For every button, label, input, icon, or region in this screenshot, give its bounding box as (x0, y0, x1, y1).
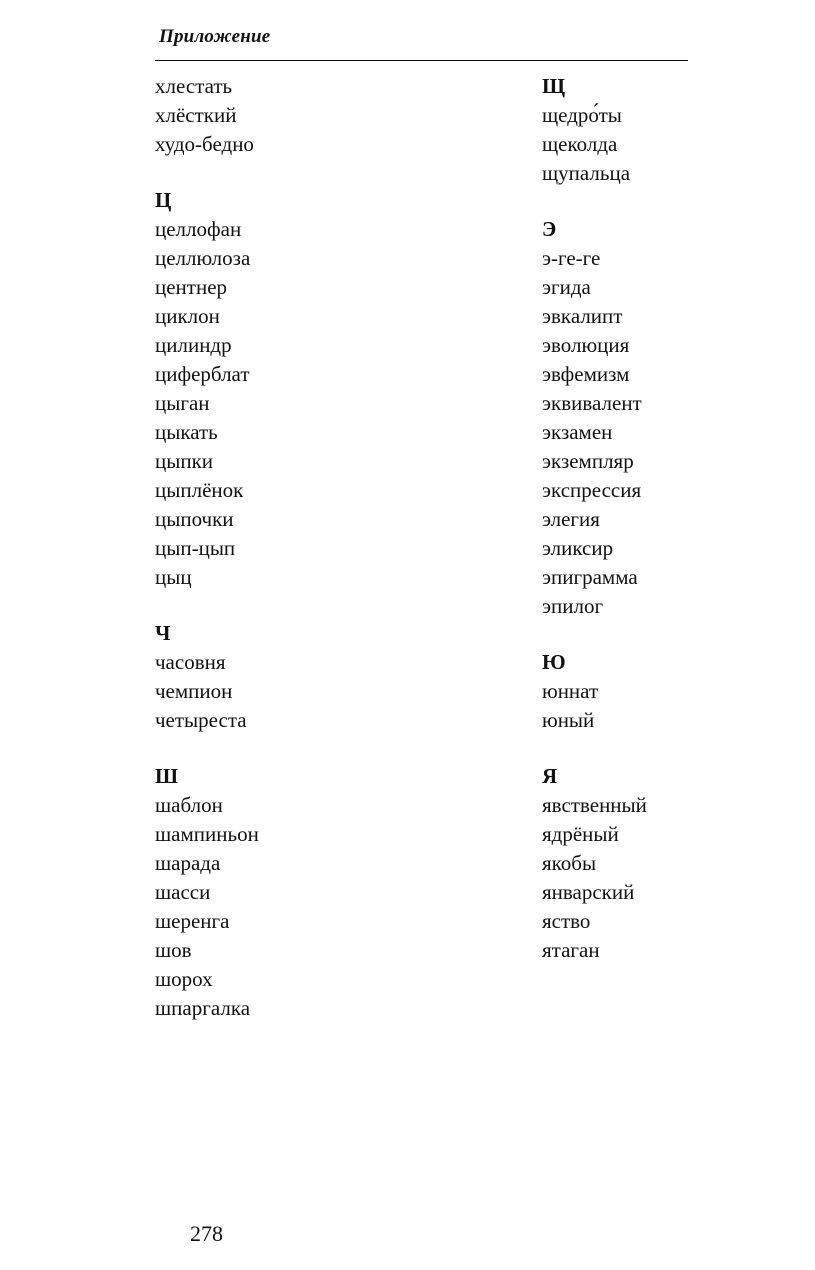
word-entry: эпилог (542, 594, 604, 618)
running-head: Приложение (159, 26, 271, 47)
section-letter: Щ (542, 74, 566, 98)
word-entry: центнер (155, 275, 228, 299)
word-entry: эвкалипт (542, 304, 623, 328)
word-entry: ятаган (542, 938, 600, 962)
word-entry: цыпочки (155, 507, 234, 531)
letter-section (155, 762, 259, 1023)
letter-section (542, 215, 647, 621)
word-entry: шеренга (155, 909, 230, 933)
word-entry: шарада (155, 851, 221, 875)
letter-section (155, 186, 259, 592)
word-entry: щупальца (542, 161, 631, 185)
header-rule (155, 60, 688, 61)
word-entry: целлюлоза (155, 246, 251, 270)
section-letter: Ю (542, 650, 566, 674)
word-entry: цыплёнок (155, 478, 244, 502)
word-entry: экземпляр (542, 449, 634, 473)
word-entry: шампиньон (155, 822, 259, 846)
word-entry: щедро́ты (542, 103, 622, 127)
word-entry: часовня (155, 650, 226, 674)
word-entry: цилиндр (155, 333, 232, 357)
word-entry: шов (155, 938, 192, 962)
word-entry: э-ге-ге (542, 246, 601, 270)
word-entry: цып-цып (155, 536, 236, 560)
word-entry: шасси (155, 880, 211, 904)
word-entry: цыпки (155, 449, 214, 473)
word-entry: целлофан (155, 217, 242, 241)
word-entry: худо-бедно (155, 132, 254, 156)
word-entry: цыган (155, 391, 210, 415)
page-number: 278 (190, 1221, 223, 1246)
word-entry: эликсир (542, 536, 614, 560)
word-entry: эквивалент (542, 391, 642, 415)
word-entry: элегия (542, 507, 600, 531)
word-entry: юный (542, 708, 595, 732)
letter-section (542, 648, 647, 735)
left-column (155, 72, 259, 1050)
section-letter: Ц (155, 188, 172, 212)
word-entry: шпаргалка (155, 996, 251, 1020)
word-entry: якобы (542, 851, 597, 875)
right-column (542, 72, 647, 992)
word-entry: хлёсткий (155, 103, 237, 127)
letter-section (155, 72, 259, 159)
word-entry: экзамен (542, 420, 613, 444)
section-letter: Я (542, 764, 558, 788)
word-entry: ядрёный (542, 822, 619, 846)
word-entry: яство (542, 909, 591, 933)
word-entry: явственный (542, 793, 647, 817)
word-entry: эволюция (542, 333, 630, 357)
word-entry: щеколда (542, 132, 618, 156)
word-entry: цыкать (155, 420, 218, 444)
letter-section (542, 72, 647, 188)
section-letter: Э (542, 217, 557, 241)
section-letter: Ч (155, 621, 171, 645)
word-entry: цыц (155, 565, 192, 589)
word-entry: циклон (155, 304, 220, 328)
word-entry: эвфемизм (542, 362, 630, 386)
section-letter: Ш (155, 764, 179, 788)
word-entry: шорох (155, 967, 213, 991)
word-entry: эпиграмма (542, 565, 638, 589)
word-entry: экспрессия (542, 478, 642, 502)
word-entry: циферблат (155, 362, 250, 386)
word-entry: чемпион (155, 679, 233, 703)
word-entry: шаблон (155, 793, 223, 817)
letter-section (155, 619, 259, 735)
word-entry: хлестать (155, 74, 233, 98)
word-entry: эгида (542, 275, 591, 299)
word-entry: четыреста (155, 708, 247, 732)
letter-section (542, 762, 647, 965)
word-entry: январский (542, 880, 635, 904)
word-entry: юннат (542, 679, 599, 703)
